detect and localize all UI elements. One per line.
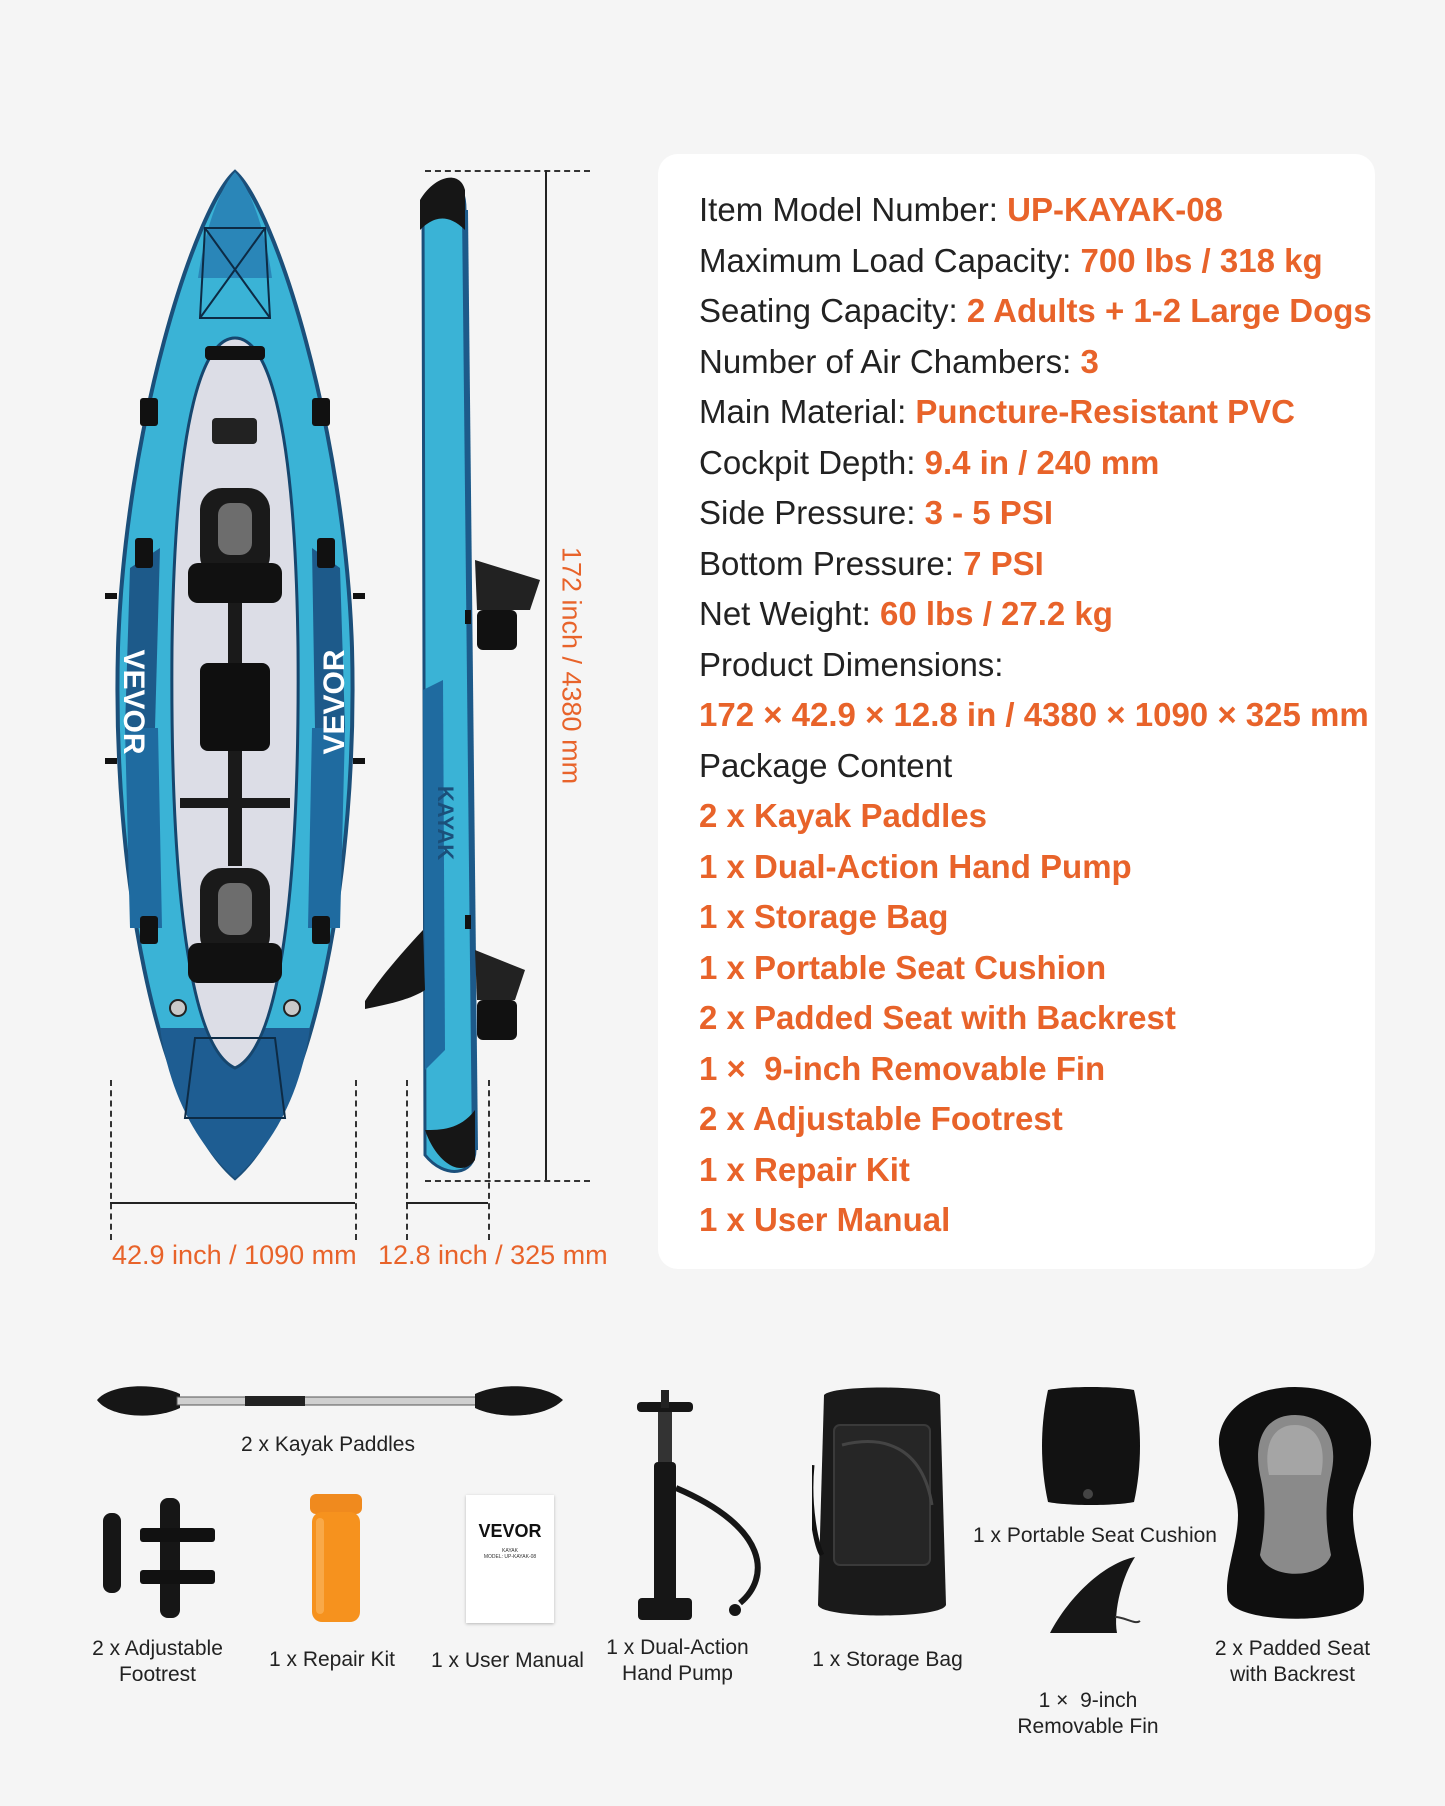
height-dimension-line	[406, 1202, 488, 1204]
spec-dimensions-label: Product Dimensions:	[699, 646, 1004, 683]
hand-pump-label: 1 x Dual-Action Hand Pump	[606, 1636, 749, 1685]
kayak-side-text: KAYAK	[433, 785, 458, 861]
length-dimension-line	[545, 170, 547, 1180]
kayak-top-view	[100, 168, 370, 1183]
package-item: 2 x Padded Seat with Backrest	[699, 999, 1176, 1036]
width-left-guide	[110, 1080, 112, 1240]
spec-material: Main Material: Puncture-Resistant PVC	[699, 393, 1295, 430]
spec-model: Item Model Number: UP-KAYAK-08	[699, 191, 1223, 228]
spec-net-weight: Net Weight: 60 lbs / 27.2 kg	[699, 595, 1113, 632]
footrest-label: 2 x Adjustable Footrest	[92, 1637, 223, 1686]
user-manual-image	[466, 1495, 554, 1623]
seat-cushion-image	[1038, 1386, 1144, 1506]
package-content-title: Package Content	[699, 747, 953, 784]
width-dimension-label: 42.9 inch / 1090 mm	[112, 1240, 357, 1270]
kayak-side-view	[365, 170, 565, 1190]
package-item: 1 x Storage Bag	[699, 898, 949, 935]
storage-bag-label: 1 x Storage Bag	[812, 1648, 963, 1671]
vevor-logo-left: VEVOR	[117, 649, 150, 755]
spec-seating: Seating Capacity: 2 Adults + 1-2 Large Dogs	[699, 292, 1372, 329]
kayak-paddle-image	[95, 1378, 565, 1428]
repair-kit-image	[306, 1494, 366, 1624]
spec-cockpit-depth: Cockpit Depth: 9.4 in / 240 mm	[699, 444, 1160, 481]
package-item: 2 x Kayak Paddles	[699, 797, 988, 834]
package-item: 1 x Portable Seat Cushion	[699, 949, 1107, 986]
spec-side-pressure: Side Pressure: 3 - 5 PSI	[699, 494, 1053, 531]
paddles-label: 2 x Kayak Paddles	[241, 1433, 415, 1456]
fin-label: 1 × 9-inch Removable Fin	[1017, 1689, 1159, 1738]
repair-kit-label: 1 x Repair Kit	[268, 1648, 396, 1671]
fin-image	[1045, 1555, 1145, 1635]
spec-dimensions-value: 172 × 42.9 × 12.8 in / 4380 × 1090 × 325 mm	[699, 696, 1369, 733]
length-top-guide	[425, 170, 590, 172]
length-dimension-label: 172 inch / 4380 mm	[556, 546, 587, 785]
package-item: 1 x Dual-Action Hand Pump	[699, 848, 1132, 885]
manual-line1: KAYAK	[502, 1548, 518, 1554]
package-item: 2 x Adjustable Footrest	[699, 1100, 1063, 1137]
package-item: 1 × 9-inch Removable Fin	[699, 1050, 1106, 1087]
height-dimension-label: 12.8 inch / 325 mm	[378, 1240, 608, 1270]
spec-card	[658, 154, 1375, 1269]
spec-bottom-pressure: Bottom Pressure: 7 PSI	[699, 545, 1044, 582]
height-right-guide	[488, 1080, 490, 1240]
package-item: 1 x Repair Kit	[699, 1151, 910, 1188]
manual-line2: MODEL: UP-KAYAK-08	[483, 1554, 537, 1560]
spec-air-chambers: Number of Air Chambers: 3	[699, 343, 1099, 380]
padded-seat-image	[1213, 1385, 1378, 1628]
length-bottom-guide	[425, 1180, 590, 1182]
package-item: 1 x User Manual	[699, 1201, 951, 1238]
height-left-guide	[406, 1080, 408, 1240]
user-manual-label: 1 x User Manual	[431, 1649, 584, 1672]
width-dimension-line	[110, 1202, 355, 1204]
manual-brand: VEVOR	[478, 1521, 542, 1541]
vevor-logo-right: VEVOR	[318, 649, 351, 755]
footrest-image	[100, 1498, 220, 1623]
spec-load-capacity: Maximum Load Capacity: 700 lbs / 318 kg	[699, 242, 1323, 279]
padded-seat-label: 2 x Padded Seat with Backrest	[1214, 1637, 1371, 1686]
hand-pump-image	[630, 1388, 790, 1638]
storage-bag-image	[812, 1385, 952, 1623]
width-right-guide	[355, 1080, 357, 1240]
seat-cushion-label: 1 x Portable Seat Cushion	[973, 1524, 1217, 1547]
